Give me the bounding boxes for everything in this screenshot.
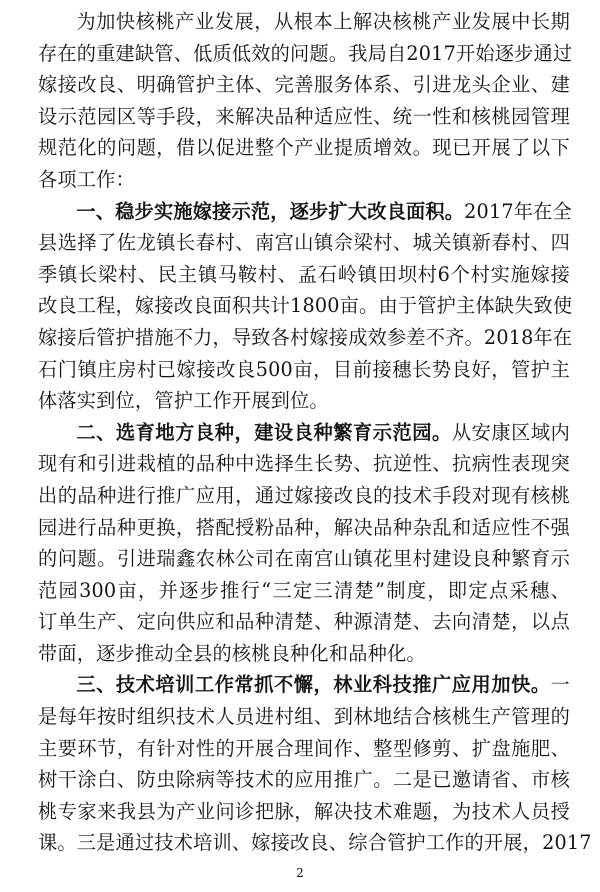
text-line	[38, 512, 570, 544]
text-line	[38, 827, 592, 859]
text-line	[38, 733, 570, 765]
text-run: 园进行品种更换，搭配授粉品种，解决品种杂乱和适应性不强	[38, 515, 570, 539]
text-run: 带面，逐步推动全县的核桃良种化和品种化。	[38, 641, 426, 665]
text-line	[38, 385, 570, 417]
text-run: 存在的重建缺管、低质低效的问题。我局自2017开始逐步通过	[38, 41, 573, 65]
text-line	[38, 701, 570, 733]
text-line	[38, 164, 570, 196]
text-run: 县选择了佐龙镇长春村、南宫山镇佘梁村、城关镇新春村、四	[38, 231, 570, 255]
text-line	[38, 669, 570, 701]
body-text	[38, 6, 592, 859]
text-line	[38, 259, 570, 291]
text-run: 改良工程，嫁接改良面积共计1800亩。由于管护主体缺失致使	[38, 294, 573, 318]
text-run: 规范化的问题，借以促进整个产业提质增效。现已开展了以下	[38, 136, 570, 160]
text-run: 为加快核桃产业发展，从根本上解决核桃产业发展中长期	[76, 10, 570, 33]
text-line	[38, 290, 573, 322]
text-run: 主要环节，有针对性的开展合理间作、整型修剪、扩盘施肥、	[38, 736, 570, 760]
text-run: 出的品种进行推广应用，通过嫁接改良的技术手段对现有核桃	[38, 483, 570, 507]
text-run: 嫁接改良、明确管护主体、完善服务体系、引进龙头企业、建	[38, 73, 570, 97]
text-run: 从安康区域内	[451, 420, 570, 444]
text-line	[38, 480, 570, 512]
text-run: 嫁接后管护措施不力，导致各村嫁接成效参差不齐。2018年在	[38, 325, 573, 349]
text-line	[38, 227, 570, 259]
text-line	[38, 764, 570, 796]
text-line	[38, 638, 570, 670]
text-run: 一	[550, 673, 570, 697]
text-line	[38, 101, 570, 133]
text-line	[38, 417, 570, 449]
text-run: 桃专家来我县为产业问诊把脉，解决技术难题，为技术人员授	[38, 799, 570, 823]
text-line	[38, 606, 570, 638]
text-line	[38, 196, 570, 228]
text-run: 现有和引进栽植的品种中选择生长势、抗逆性、抗病性表现突	[38, 452, 570, 476]
text-run: 是每年按时组织技术人员进村组、到林地结合核桃生产管理的	[38, 705, 570, 729]
text-line	[38, 69, 570, 101]
text-run: 2017年在全	[464, 199, 572, 223]
section-heading: 二、选育地方良种，建设良种繁育示范园。	[76, 420, 452, 444]
text-line	[38, 543, 570, 575]
text-run: 石门镇庄房村已嫁接改良500亩，目前接穗长势良好，管护主	[38, 357, 570, 381]
section-heading: 一、稳步实施嫁接示范，逐步扩大改良面积。	[76, 199, 465, 223]
text-run: 树干涂白、防虫除病等技术的应用推广。二是已邀请省、市核	[38, 768, 570, 792]
text-run: 设示范园区等手段，来解决品种适应性、统一性和核桃园管理	[38, 104, 570, 128]
text-run: 各项工作：	[38, 167, 135, 191]
text-run: 范园300亩，并逐步推行“三定三清楚”制度，即定点采穗、	[38, 578, 570, 602]
text-line	[38, 575, 570, 607]
text-run: 体落实到位，管护工作开展到位。	[38, 389, 329, 413]
text-run: 的问题。引进瑞鑫农林公司在南宫山镇花里村建设良种繁育示	[38, 547, 570, 571]
text-run: 课。三是通过技术培训、嫁接改良、综合管护工作的开展，2017	[38, 831, 592, 855]
text-line	[38, 132, 570, 164]
text-line	[38, 6, 570, 38]
text-run: 季镇长梁村、民主镇马鞍村、孟石岭镇田坝村6个村实施嫁接	[38, 262, 570, 286]
text-line	[38, 322, 573, 354]
text-line	[38, 38, 573, 70]
section-heading: 三、技术培训工作常抓不懈，林业科技推广应用加快。	[76, 673, 551, 697]
text-line	[38, 354, 570, 386]
text-run: 订单生产、定向供应和品种清楚、种源清楚、去向清楚，以点	[38, 610, 570, 634]
page-number: 2	[296, 866, 304, 880]
text-line	[38, 448, 570, 480]
text-line	[38, 796, 570, 828]
